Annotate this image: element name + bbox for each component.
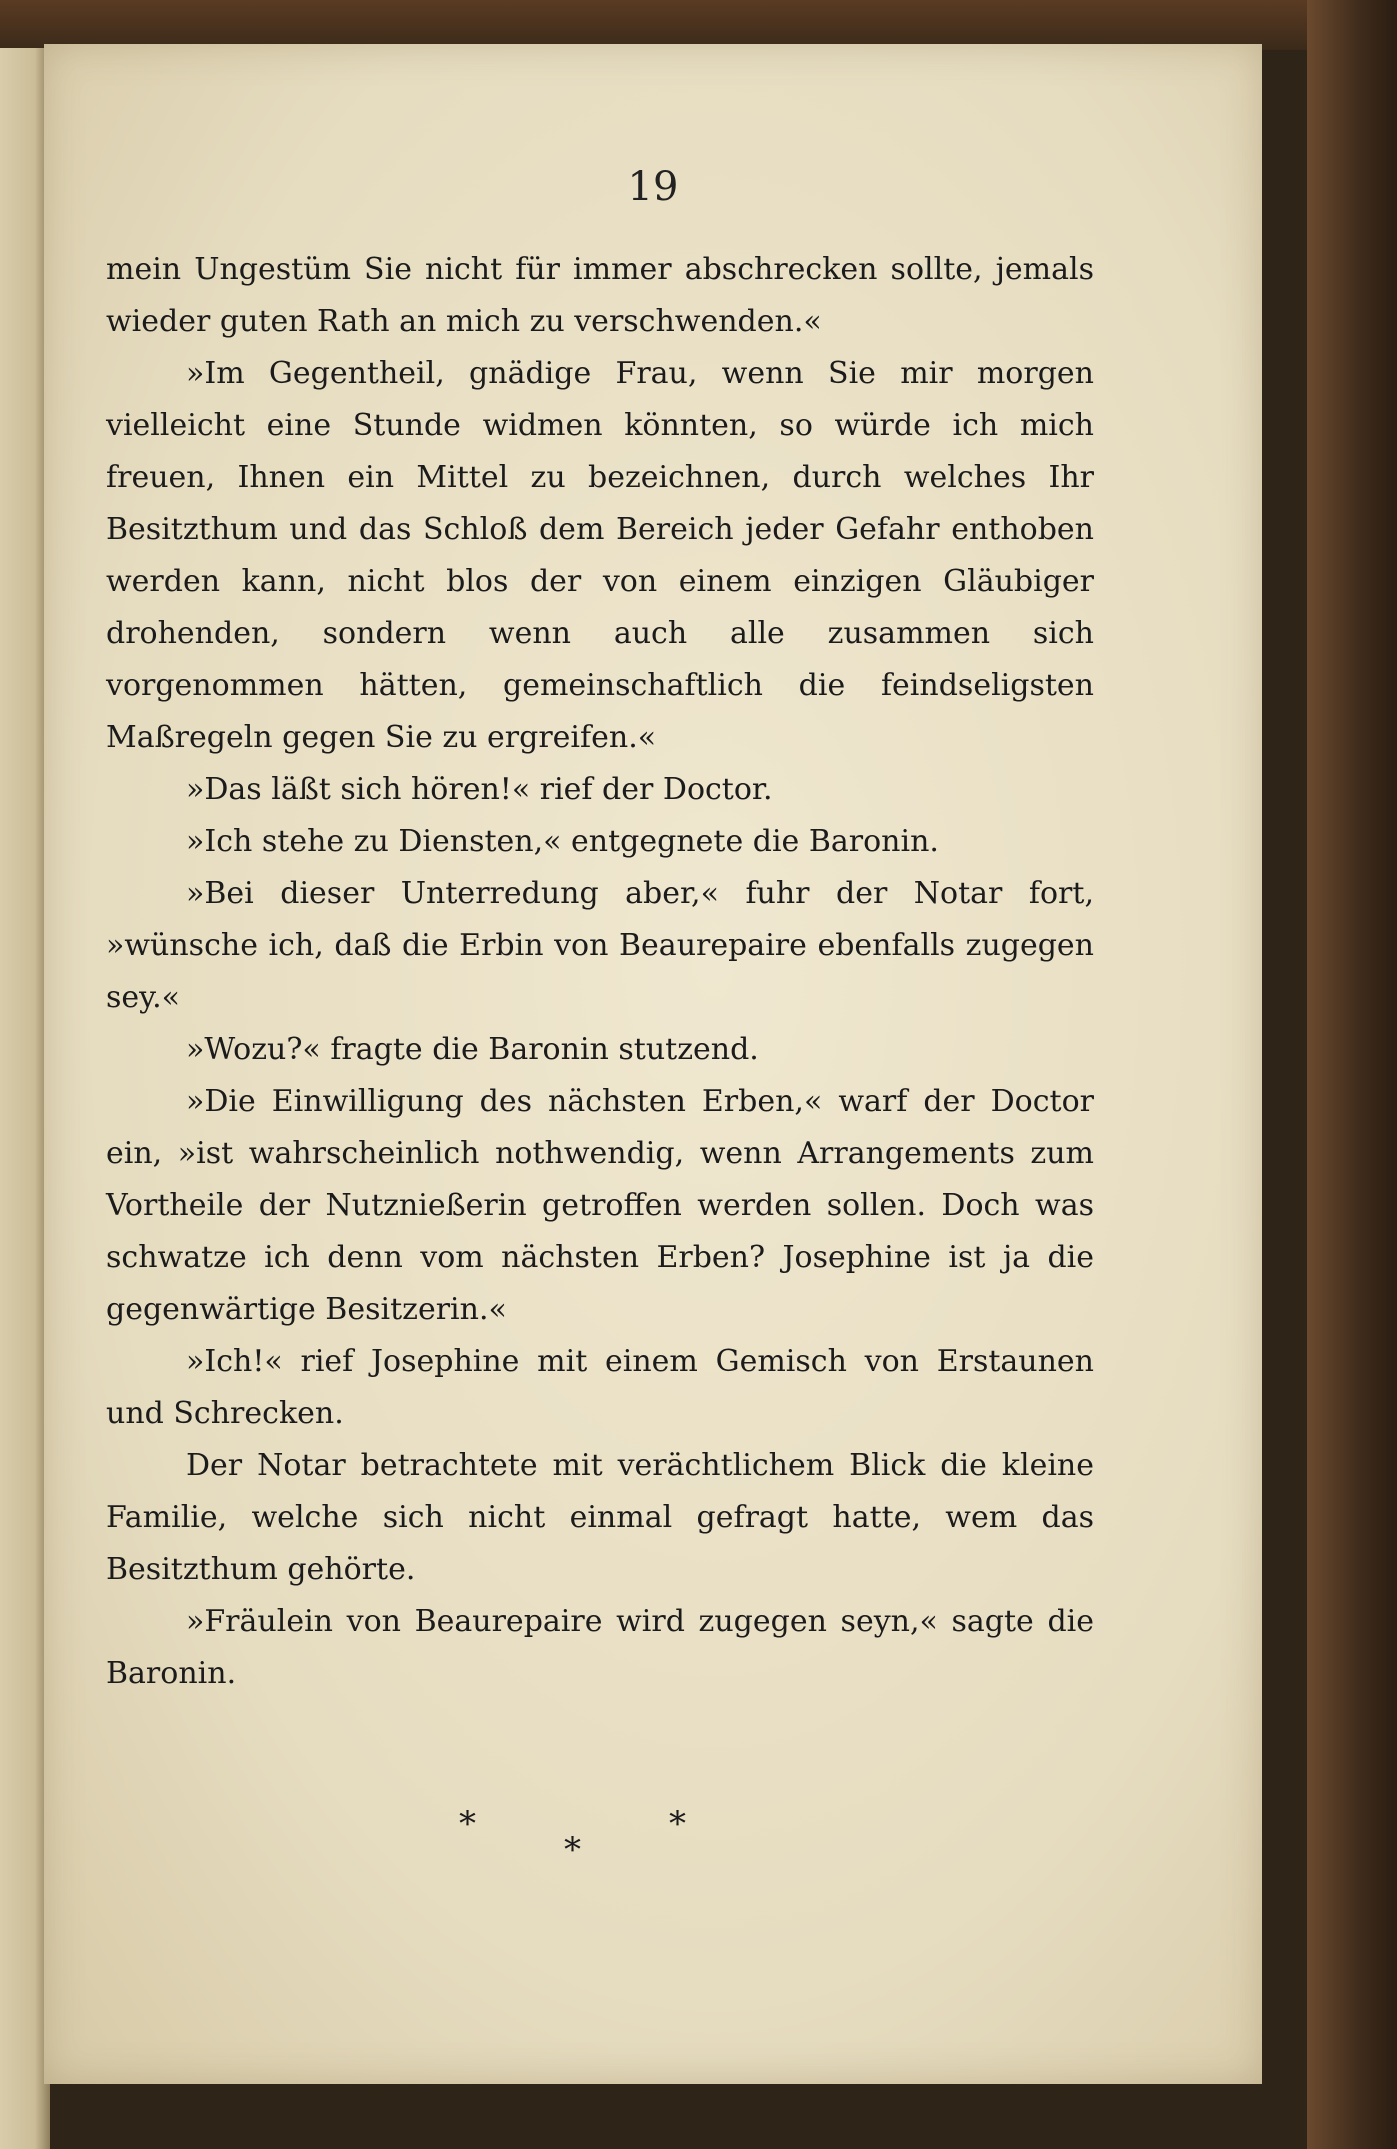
body-text [106, 244, 1094, 1700]
section-break [44, 1804, 1262, 1884]
paragraph: »Das läßt sich hören!« rief der Doctor. [186, 772, 773, 807]
paragraph: »Im Gegentheil, gnädige Frau, wenn Sie mir morgen vielleicht eine Stunde widmen könnten, so würde ich mich freuen, Ihnen ein Mittel zu bezeichnen, durch welches Ihr Besitzthum und das Schloß dem Bereich jeder Gefahr enthoben werden kann, nicht blos der von einem einzigen Gläubiger drohenden, sondern wenn auch alle zusammen sich vorgenommen hätten, gemeinschaftlich die feindseligsten Maßregeln gegen Sie zu ergreifen.« [106, 356, 1094, 755]
book-page [44, 44, 1262, 2084]
paragraph: mein Ungestüm Sie nicht für immer abschrecken sollte, jemals wieder guten Rath an mich zu verschwenden.« [106, 252, 1094, 339]
paragraph: »Fräulein von Beaurepaire wird zugegen seyn,« sagte die Baronin. [106, 1604, 1094, 1691]
paragraph: »Ich stehe zu Diensten,« entgegnete die Baronin. [186, 824, 939, 859]
paragraph: »Die Einwilligung des nächsten Erben,« warf der Doctor ein, »ist wahrscheinlich nothwendig, wenn Arrangements zum Vortheile der Nutznießerin getroffen werden sollen. Doch was schwatze ich denn vom nächsten Erben? Josephine ist ja die gegenwärtige Besitzerin.« [106, 1084, 1094, 1327]
paragraph: »Wozu?« fragte die Baronin stutzend. [186, 1032, 759, 1067]
page-number: 19 [627, 164, 679, 210]
book-cover-edge [1307, 0, 1397, 2149]
paragraph: »Ich!« rief Josephine mit einem Gemisch von Erstaunen und Schrecken. [106, 1344, 1094, 1431]
asterisk: * [459, 1804, 476, 1844]
asterisk: * [564, 1830, 581, 1870]
book-cover-top [0, 0, 1397, 50]
paragraph: Der Notar betrachtete mit verächtlichem Blick die kleine Familie, welche sich nicht einmal gefragt hatte, wem das Besitzthum gehörte. [106, 1448, 1094, 1587]
previous-page-edge [0, 48, 50, 2149]
paragraph: »Bei dieser Unterredung aber,« fuhr der Notar fort, »wünsche ich, daß die Erbin von Beaurepaire ebenfalls zugegen sey.« [106, 876, 1094, 1015]
asterisk: * [669, 1804, 686, 1844]
